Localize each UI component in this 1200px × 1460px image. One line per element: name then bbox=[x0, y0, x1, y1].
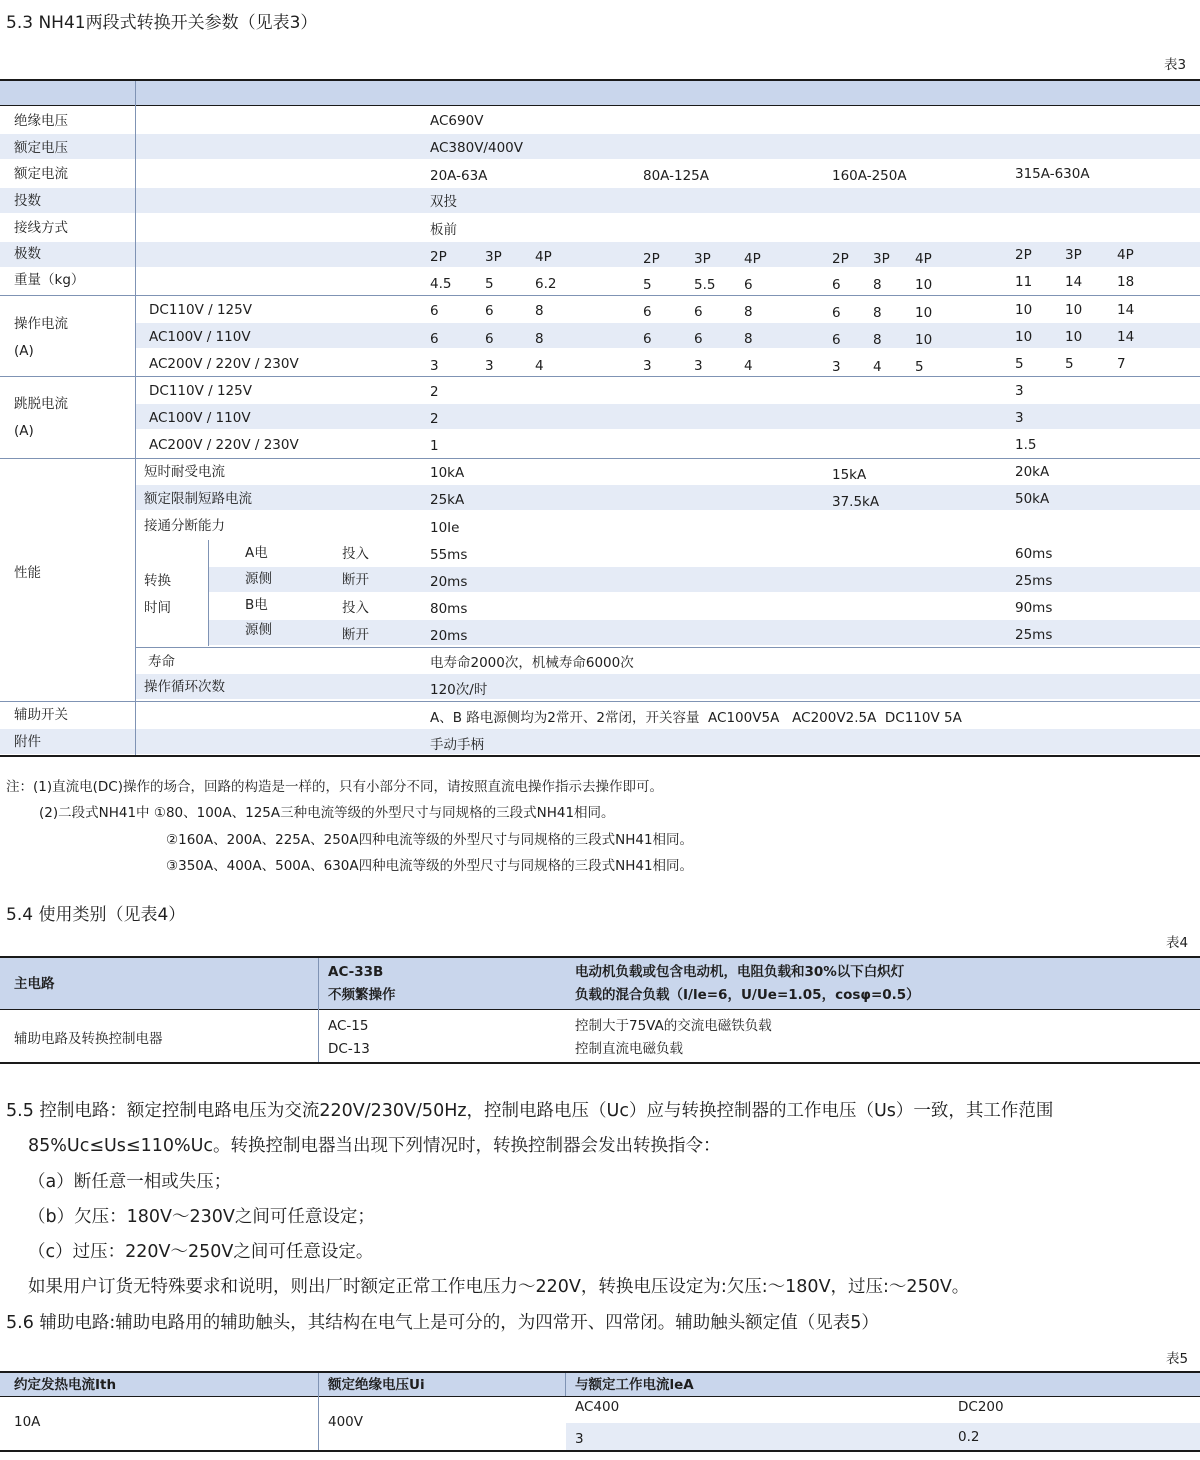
weight-value: 6 bbox=[744, 277, 753, 293]
switch-value: 90ms bbox=[1015, 600, 1053, 616]
op-current-row-label: AC200V / 220V / 230V bbox=[149, 356, 299, 372]
op-current-value: 6 bbox=[832, 305, 841, 321]
weight-value: 5 bbox=[485, 276, 494, 292]
op-current-value: 10 bbox=[915, 305, 933, 321]
poles-value: 2P bbox=[832, 251, 849, 267]
table-header-band bbox=[0, 81, 1200, 105]
row-label-wiring: 接线方式 bbox=[14, 220, 68, 236]
op-current-value: 14 bbox=[1117, 302, 1135, 318]
op-current-value: 8 bbox=[744, 331, 753, 347]
t5-dc200-value: 0.2 bbox=[958, 1429, 980, 1445]
op-current-value: 8 bbox=[744, 304, 753, 320]
switch-value: 60ms bbox=[1015, 546, 1053, 562]
weight-value: 14 bbox=[1065, 274, 1083, 290]
table-number-5: 表5 bbox=[1166, 1351, 1189, 1367]
para-5-5-item-c: （c）过压：220V～250V之间可任意设定。 bbox=[28, 1242, 374, 1262]
para-5-5-line1: 5.5 控制电路：额定控制电路电压为交流220V/230V/50Hz，控制电路电压（Uc）应与转换控制器的工作电压（Us）一致，其工作范围 bbox=[6, 1101, 1054, 1121]
op-current-value: 6 bbox=[832, 332, 841, 348]
op-current-value: 6 bbox=[485, 303, 494, 319]
row-label-rated-current: 额定电流 bbox=[14, 166, 68, 182]
row-label-rated-voltage: 额定电压 bbox=[14, 140, 68, 156]
poles-value: 2P bbox=[430, 249, 447, 265]
t4-aux-circuit: 辅助电路及转换控制电器 bbox=[14, 1031, 163, 1047]
switch-op: 断开 bbox=[342, 627, 369, 643]
perf-row-label: 接通分断能力 bbox=[144, 518, 225, 534]
rated-current-value: 160A-250A bbox=[832, 168, 907, 184]
perf-value: 37.5kA bbox=[832, 494, 880, 510]
row-label-weight: 重量（kg） bbox=[14, 272, 85, 288]
op-current-value: 6 bbox=[643, 331, 652, 347]
perf-row-label: 额定限制短路电流 bbox=[144, 491, 252, 507]
weight-value: 4.5 bbox=[430, 276, 452, 292]
op-current-value: 5 bbox=[1015, 356, 1024, 372]
op-current-value: 4 bbox=[873, 359, 882, 375]
life-value: 电寿命2000次，机械寿命6000次 bbox=[430, 655, 634, 671]
poles-value: 3P bbox=[485, 249, 502, 265]
trip-row-label: AC200V / 220V / 230V bbox=[149, 437, 299, 453]
aux-switch-value: A、B 路电源侧均为2常开、2常闭，开关容量 AC100V5A AC200V2.5A DC110V 5A bbox=[430, 710, 962, 726]
op-current-value: 10 bbox=[915, 332, 933, 348]
poles-value: 4P bbox=[1117, 247, 1134, 263]
poles-value: 3P bbox=[873, 251, 890, 267]
row-value-insulation: AC690V bbox=[430, 113, 484, 129]
op-current-value: 6 bbox=[643, 304, 652, 320]
table-bottom-border bbox=[0, 755, 1200, 757]
row-label-insulation: 绝缘电压 bbox=[14, 113, 68, 129]
note-2-b: ②160A、200A、225A、250A四种电流等级的外型尺寸与同规格的三段式NH41相同。 bbox=[166, 832, 694, 848]
poles-value: 4P bbox=[915, 251, 932, 267]
t4-desc-1b: 负载的混合负载（I/le=6，U/Ue=1.05，cosφ=0.5） bbox=[575, 987, 920, 1003]
note-2: (2)二段式NH41中 ①80、100A、125A三种电流等级的外型尺寸与同规格的三段式NH41相同。 bbox=[39, 805, 615, 821]
op-current-value: 10 bbox=[1015, 329, 1033, 345]
trip-value: 2 bbox=[430, 411, 439, 427]
para-5-5-line2: 85%Uc≤Us≤110%Uc。转换控制电器当出现下列情况时，转换控制器会发出转换指令： bbox=[28, 1136, 721, 1156]
switch-value: 55ms bbox=[430, 547, 468, 563]
op-current-value: 6 bbox=[694, 304, 703, 320]
switch-value: 20ms bbox=[430, 574, 468, 590]
switch-op: 投入 bbox=[342, 600, 369, 616]
switch-op: 投入 bbox=[342, 546, 369, 562]
op-current-row-label: DC110V / 125V bbox=[149, 302, 252, 318]
rated-current-value: 80A-125A bbox=[643, 168, 709, 184]
poles-value: 2P bbox=[1015, 247, 1032, 263]
weight-value: 10 bbox=[915, 277, 933, 293]
poles-value: 2P bbox=[643, 251, 660, 267]
rated-current-value: 20A-63A bbox=[430, 168, 488, 184]
op-current-value: 8 bbox=[535, 331, 544, 347]
t4-main-circuit: 主电路 bbox=[14, 976, 55, 992]
perf-row-label: 短时耐受电流 bbox=[144, 464, 225, 480]
t5-ac400-value: 3 bbox=[575, 1431, 584, 1447]
op-current-value: 5 bbox=[1065, 356, 1074, 372]
perf-value: 10kA bbox=[430, 465, 465, 481]
aux-switch-label: 辅助开关 bbox=[14, 707, 68, 723]
t4-desc-2b: 控制直流电磁负载 bbox=[575, 1041, 683, 1057]
row-value-rated-voltage: AC380V/400V bbox=[430, 140, 523, 156]
switch-value: 25ms bbox=[1015, 573, 1053, 589]
source-a-label: A电 bbox=[245, 545, 268, 561]
note-1: 注：(1)直流电(DC)操作的场合，回路的构造是一样的，只有小部分不同，请按照直流电操作指示去操作即可。 bbox=[6, 779, 663, 795]
op-current-value: 6 bbox=[694, 331, 703, 347]
row-value-throws: 双投 bbox=[430, 194, 457, 210]
row-label-poles: 极数 bbox=[14, 246, 41, 262]
op-current-value: 8 bbox=[873, 332, 882, 348]
poles-value: 4P bbox=[535, 249, 552, 265]
source-b-label: B电 bbox=[245, 597, 268, 613]
header-bottom-border bbox=[0, 105, 1200, 106]
source-a-label: 源侧 bbox=[245, 571, 272, 587]
trip-current-unit: (A) bbox=[14, 423, 34, 439]
t5-ui-value: 400V bbox=[328, 1414, 364, 1430]
trip-row-label: DC110V / 125V bbox=[149, 383, 252, 399]
t4-ac33b: AC-33B bbox=[328, 964, 384, 980]
weight-value: 5.5 bbox=[694, 277, 716, 293]
trip-value: 3 bbox=[1015, 410, 1024, 426]
weight-value: 6 bbox=[832, 277, 841, 293]
switch-op: 断开 bbox=[342, 572, 369, 588]
source-b-label: 源侧 bbox=[245, 622, 272, 638]
para-5-5-default: 如果用户订货无特殊要求和说明，则出厂时额定正常工作电压力～220V，转换电压设定为:欠压:～180V，过压:～250V。 bbox=[28, 1277, 970, 1297]
table-number-3: 表3 bbox=[1164, 57, 1187, 73]
op-current-value: 5 bbox=[915, 359, 924, 375]
row-label-throws: 投数 bbox=[14, 193, 41, 209]
accessory-label: 附件 bbox=[14, 734, 41, 750]
op-current-value: 3 bbox=[643, 358, 652, 374]
perf-value: 20kA bbox=[1015, 464, 1050, 480]
trip-value: 1.5 bbox=[1015, 437, 1037, 453]
perf-value: 10Ie bbox=[430, 520, 460, 536]
t4-ac15: AC-15 bbox=[328, 1018, 369, 1034]
poles-value: 3P bbox=[694, 251, 711, 267]
section-heading-5-3: 5.3 NH41两段式转换开关参数（见表3） bbox=[6, 13, 318, 33]
t5-dc200-label: DC200 bbox=[958, 1399, 1004, 1415]
op-current-value: 10 bbox=[1015, 302, 1033, 318]
perf-value: 15kA bbox=[832, 467, 867, 483]
op-current-value: 6 bbox=[430, 331, 439, 347]
op-current-value: 6 bbox=[485, 331, 494, 347]
weight-value: 11 bbox=[1015, 274, 1033, 290]
para-5-6: 5.6 辅助电路:辅助电路用的辅助触头，其结构在电气上是可分的，为四常开、四常闭。辅助触头额定值（见表5） bbox=[6, 1313, 879, 1333]
trip-value: 3 bbox=[1015, 383, 1024, 399]
op-current-value: 3 bbox=[485, 358, 494, 374]
op-current-value: 4 bbox=[744, 358, 753, 374]
t5-header-ith: 约定发热电流Ith bbox=[14, 1377, 117, 1393]
op-current-value: 14 bbox=[1117, 329, 1135, 345]
weight-value: 6.2 bbox=[535, 276, 557, 292]
weight-value: 8 bbox=[873, 277, 882, 293]
op-current-value: 8 bbox=[535, 303, 544, 319]
para-5-5-item-b: （b）欠压：180V～230V之间可任意设定； bbox=[28, 1207, 375, 1227]
t4-desc-1a: 电动机负载或包含电动机，电阻负载和30%以下白炽灯 bbox=[575, 964, 905, 980]
op-current-value: 7 bbox=[1117, 356, 1126, 372]
op-current-value: 8 bbox=[873, 305, 882, 321]
poles-value: 3P bbox=[1065, 247, 1082, 263]
cycles-label: 操作循环次数 bbox=[144, 679, 225, 695]
op-current-value: 10 bbox=[1065, 329, 1083, 345]
t5-header-ui: 额定绝缘电压Ui bbox=[328, 1377, 425, 1393]
section-heading-5-4: 5.4 使用类别（见表4） bbox=[6, 905, 186, 925]
row-value-wiring: 板前 bbox=[430, 222, 457, 238]
t4-dc13: DC-13 bbox=[328, 1041, 370, 1057]
switch-time-label: 时间 bbox=[144, 600, 171, 616]
performance-label: 性能 bbox=[14, 565, 41, 581]
switch-value: 20ms bbox=[430, 628, 468, 644]
trip-current-label: 跳脱电流 bbox=[14, 396, 68, 412]
t5-header-ie: 与额定工作电流leA bbox=[575, 1377, 694, 1393]
op-current-value: 6 bbox=[430, 303, 439, 319]
trip-row-label: AC100V / 110V bbox=[149, 410, 251, 426]
trip-value: 1 bbox=[430, 438, 439, 454]
weight-value: 5 bbox=[643, 277, 652, 293]
op-current-unit: (A) bbox=[14, 343, 34, 359]
weight-value: 18 bbox=[1117, 274, 1135, 290]
switch-value: 25ms bbox=[1015, 627, 1053, 643]
perf-value: 50kA bbox=[1015, 491, 1050, 507]
table-number-4: 表4 bbox=[1166, 935, 1189, 951]
perf-value: 25kA bbox=[430, 492, 465, 508]
t4-infrequent: 不频繁操作 bbox=[328, 987, 396, 1003]
rated-current-value: 315A-630A bbox=[1015, 166, 1090, 182]
poles-value: 4P bbox=[744, 251, 761, 267]
op-current-row-label: AC100V / 110V bbox=[149, 329, 251, 345]
life-label: 寿命 bbox=[148, 654, 175, 670]
op-current-value: 3 bbox=[694, 358, 703, 374]
op-current-value: 4 bbox=[535, 358, 544, 374]
op-current-value: 3 bbox=[430, 358, 439, 374]
t5-ith-value: 10A bbox=[14, 1414, 41, 1430]
t4-desc-2a: 控制大于75VA的交流电磁铁负载 bbox=[575, 1018, 772, 1034]
cycles-value: 120次/时 bbox=[430, 682, 488, 698]
note-2-c: ③350A、400A、500A、630A四种电流等级的外型尺寸与同规格的三段式NH41相同。 bbox=[166, 858, 694, 874]
trip-value: 2 bbox=[430, 384, 439, 400]
op-current-value: 10 bbox=[1065, 302, 1083, 318]
op-current-label: 操作电流 bbox=[14, 316, 68, 332]
switch-time-label: 转换 bbox=[144, 573, 171, 589]
para-5-5-item-a: （a）断任意一相或失压； bbox=[28, 1172, 232, 1192]
accessory-value: 手动手柄 bbox=[430, 737, 484, 753]
switch-value: 80ms bbox=[430, 601, 468, 617]
op-current-value: 3 bbox=[832, 359, 841, 375]
t5-ac400-label: AC400 bbox=[575, 1399, 620, 1415]
